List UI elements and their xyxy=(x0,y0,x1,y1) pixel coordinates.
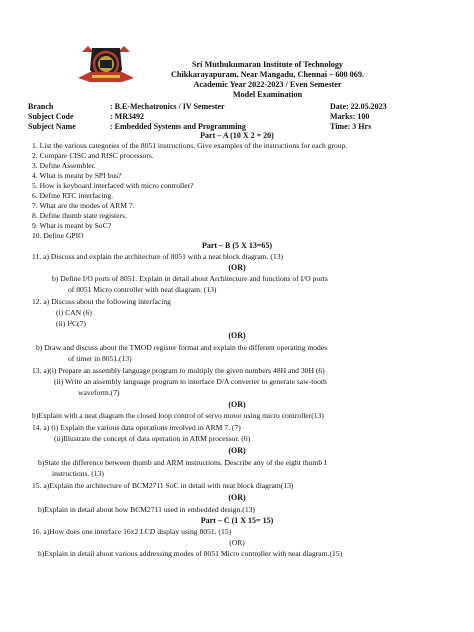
question-13a-ii: (ii) Write an assembly language program to interface D/A converter to generate saw-tooth xyxy=(54,377,327,386)
part-a-question: 8. Define thumb state registers. xyxy=(32,211,127,220)
question-12b-cont: of timer in 8051.(13) xyxy=(68,354,132,363)
question-12a-ii: (ii) I²C(7) xyxy=(56,319,86,328)
subject-name-value: : Embedded Systems and Programming xyxy=(110,122,246,131)
question-12a-i: (i) CAN (6) xyxy=(56,308,92,317)
or-separator: (OR) xyxy=(228,446,246,455)
exam-date: Date: 22.05.2023 xyxy=(330,102,387,111)
question-16b: b)Explain in detail about various addressing modes of 8051 Micro controller with neat diagram.(15) xyxy=(38,549,343,558)
question-12a: 12. a) Discuss about the following interfacing xyxy=(32,297,171,306)
academic-year: Academic Year 2022-2023 / Even Semester xyxy=(193,80,342,89)
part-a-question: 5. How is keyboard interfaced with micro controller? xyxy=(32,181,194,190)
total-marks: Marks: 100 xyxy=(330,112,370,121)
part-a-question: 6. Define RTC interfacing. xyxy=(32,191,114,200)
institute-name: Sri Muthukumaran Institute of Technology xyxy=(191,60,344,69)
question-14a-i: 14. a) (i) Explain the various data operations involved in ARM 7. (7) xyxy=(32,423,241,432)
part-a-question: 10. Define GPIO xyxy=(32,231,84,240)
part-a-question: 7. What are the modes of ARM 7. xyxy=(32,201,135,210)
or-separator: (OR) xyxy=(228,331,246,340)
institute-logo-icon xyxy=(76,42,136,94)
subject-code-value: : MR3492 xyxy=(110,112,144,121)
branch-label: Branch xyxy=(28,102,54,111)
institute-address: Chikkarayapuram, Near Mangadu, Chennai – 600 069. xyxy=(171,70,364,79)
question-14b: b)State the difference between thumb and ARM instructions. Describe any of the eight thumb I xyxy=(38,458,327,467)
part-a-question: 2. Compare CISC and RISC processors. xyxy=(32,151,154,160)
question-11b: b) Define I/O ports of 8051. Explain in detail about Architecture and functions of I/O ports xyxy=(52,274,328,283)
question-13a-ii-cont: waveform.(7) xyxy=(78,388,120,397)
question-15b: b)Explain in detail about how BCM2711 used in embedded design.(13) xyxy=(38,505,255,514)
question-13b: b)Explain with a neat diagram the closed loop control of servo motor using micro controller(13) xyxy=(32,411,324,420)
subject-name-label: Subject Name xyxy=(28,122,76,131)
question-14a-ii: (ii)Illustrate the concept of data operation in ARM processor. (6) xyxy=(54,434,251,443)
question-11a: 11. a) Discuss and explain the architecture of 8051 with a neat block diagram. (13) xyxy=(32,252,284,261)
part-b-title: Part – B (5 X 13=65) xyxy=(201,241,273,250)
question-12b: b) Draw and discuss about the TMOD register format and explain the different operating modes xyxy=(36,343,328,352)
question-16a: 16. a)How does one interface 16x2 LCD display using 8051. (15) xyxy=(32,527,232,536)
part-a-question: 3. Define Assembler. xyxy=(32,161,96,170)
or-separator: (OR) xyxy=(229,538,245,547)
question-14b-cont: instructions. (13) xyxy=(52,469,104,478)
part-a-question: 4. What is meant by SPI bus? xyxy=(32,171,122,180)
branch-value: : B.E-Mechatronics / IV Semester xyxy=(110,102,225,111)
question-15a: 15. a)Explain the architecture of BCM2711 SoC in detail with neat block diagram(13) xyxy=(32,481,294,490)
or-separator: (OR) xyxy=(228,400,246,409)
exam-name: Model Examination xyxy=(232,90,303,99)
part-a-question: 9. What is meant by SoC? xyxy=(32,221,112,230)
part-a-question: 1. List the various categories of the 8051 instructions. Give examples of the instructions for each group. xyxy=(32,141,348,150)
part-a-title: Part – A (10 X 2 = 20) xyxy=(200,131,274,140)
part-c-title: Part – C (1 X 15= 15) xyxy=(200,516,274,525)
exam-time: Time: 3 Hrs xyxy=(330,122,372,131)
question-13a-i: 13. a)(i) Prepare an assembly language program to multiply the given numbers 48H and 30H (6) xyxy=(32,366,325,375)
or-separator: (OR) xyxy=(228,263,246,272)
subject-code-label: Subject Code xyxy=(28,112,74,121)
or-separator: (OR) xyxy=(228,493,246,502)
question-11b-cont: of 8051 Micro controller with neat diagram. (13) xyxy=(68,285,217,294)
